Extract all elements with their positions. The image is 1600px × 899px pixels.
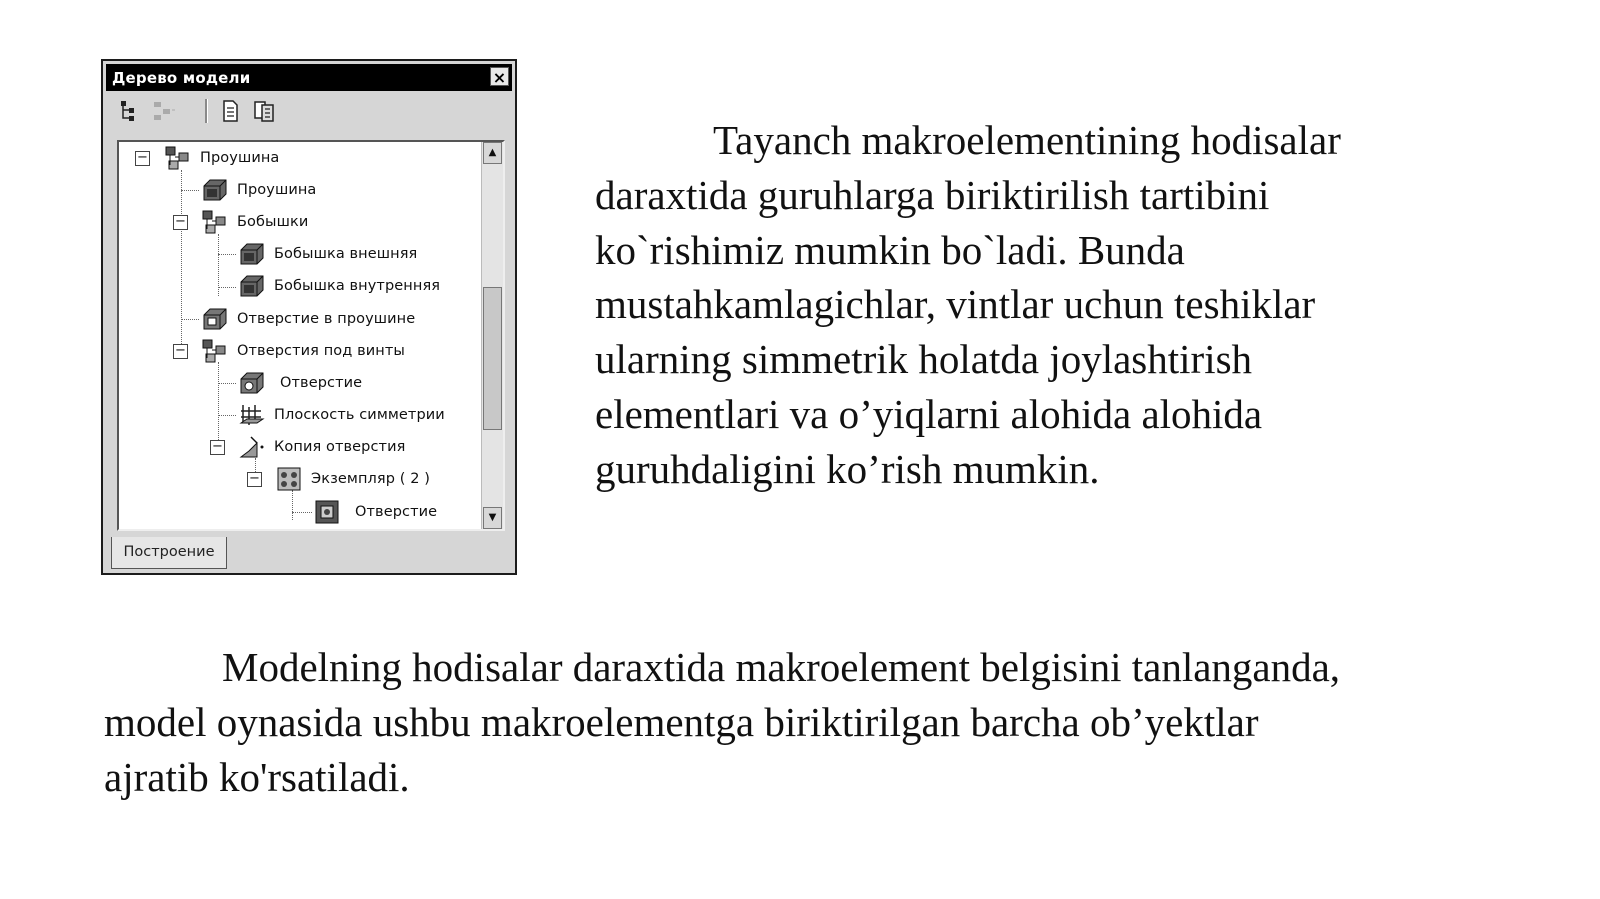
collapse-toggle[interactable]: − xyxy=(135,151,150,166)
tree-node-label: Отверстия под винты xyxy=(237,343,405,359)
tree-node-label: Экземпляр ( 2 ) xyxy=(311,471,430,487)
tree-node-label: Проушина xyxy=(237,182,317,198)
tab-build[interactable]: Построение xyxy=(111,537,227,569)
collapse-toggle[interactable]: − xyxy=(173,344,188,359)
scrollbar-thumb[interactable] xyxy=(483,287,502,430)
instance-icon xyxy=(274,465,304,493)
window-title: Дерево модели xyxy=(112,69,251,87)
tree-node-label: Копия отверстия xyxy=(274,439,406,455)
text-line: ko`rishimiz mumkin bo`ladi. Bunda xyxy=(595,226,1185,273)
collapse-toggle[interactable]: − xyxy=(247,472,262,487)
hole-feature-icon xyxy=(312,498,342,526)
macro-group-icon xyxy=(200,208,230,236)
collapse-toggle[interactable]: − xyxy=(173,215,188,230)
tree-connector xyxy=(181,170,182,358)
paragraph-2 xyxy=(104,640,1544,804)
text-line: ajratib ko'rsatiladi. xyxy=(104,753,410,800)
macro-group-icon xyxy=(200,337,230,365)
cut-feature-icon xyxy=(200,305,230,333)
tree-node[interactable] xyxy=(163,144,279,172)
tree-node-label: Бобышка внутренняя xyxy=(274,278,441,294)
mirror-copy-icon xyxy=(237,433,267,461)
tree-toolbar xyxy=(109,94,509,128)
tree-node[interactable] xyxy=(237,433,405,461)
collapse-toggle[interactable]: − xyxy=(210,440,225,455)
group-icon[interactable] xyxy=(151,98,177,124)
text-line: model oynasida ushbu makroelementga biriktirilgan barcha ob’yektlar xyxy=(104,698,1259,745)
tree-connector xyxy=(292,490,293,520)
tree-node-label: Отверстие xyxy=(355,504,438,520)
tree-node-label: Отверстие в проушине xyxy=(237,311,416,327)
tree-node[interactable] xyxy=(200,176,316,204)
extrude-feature-icon xyxy=(200,176,230,204)
tree-node[interactable] xyxy=(200,305,415,333)
scroll-down-icon[interactable]: ▼ xyxy=(483,507,502,529)
vertical-scrollbar[interactable] xyxy=(481,142,503,529)
tree-node-label: Отверстие xyxy=(280,375,363,391)
tree-structure-icon[interactable] xyxy=(117,98,143,124)
tree-panel[interactable] xyxy=(117,140,505,531)
extrude-feature-icon xyxy=(237,272,267,300)
tree-node[interactable] xyxy=(237,240,417,268)
tree-node[interactable] xyxy=(237,401,445,429)
extrude-feature-icon xyxy=(237,240,267,268)
close-icon[interactable]: × xyxy=(490,67,509,86)
text-line: guruhdaligini ko’rish mumkin. xyxy=(595,445,1100,492)
macro-group-icon xyxy=(163,144,193,172)
window-titlebar[interactable] xyxy=(106,64,512,91)
tree-node[interactable] xyxy=(237,369,362,397)
text-line: Tayanch makroelementining hodisalar xyxy=(713,117,1341,163)
text-line: ularning simmetrik holatda joylashtirish xyxy=(595,336,1253,383)
tree-node[interactable] xyxy=(237,272,440,300)
tree-node[interactable] xyxy=(200,337,405,365)
toolbar-separator xyxy=(205,99,208,123)
tree-node-label: Плоскость симметрии xyxy=(274,407,445,423)
model-tree-window xyxy=(101,59,517,575)
hole-feature-icon xyxy=(237,369,267,397)
properties-icon[interactable] xyxy=(251,98,277,124)
tree-node-label: Бобышки xyxy=(237,214,309,230)
text-line: daraxtida guruhlarga biriktirilish tartibini xyxy=(595,171,1270,218)
paragraph-1 xyxy=(595,113,1495,497)
scroll-up-icon[interactable]: ▲ xyxy=(483,142,502,164)
tree-node[interactable] xyxy=(312,498,437,526)
plane-icon xyxy=(237,401,267,429)
document-icon[interactable] xyxy=(217,98,243,124)
text-line: elementlari va o’yiqlarni alohida alohida xyxy=(595,390,1263,437)
tree-node[interactable] xyxy=(200,208,308,236)
text-line: Modelning hodisalar daraxtida makroelement belgisini tanlanganda, xyxy=(222,644,1341,690)
text-line: mustahkamlagichlar, vintlar uchun teshiklar xyxy=(595,281,1316,328)
tree-node-label: Проушина xyxy=(200,150,280,166)
tree-node-label: Бобышка внешняя xyxy=(274,246,418,262)
tree-node[interactable] xyxy=(274,465,430,493)
